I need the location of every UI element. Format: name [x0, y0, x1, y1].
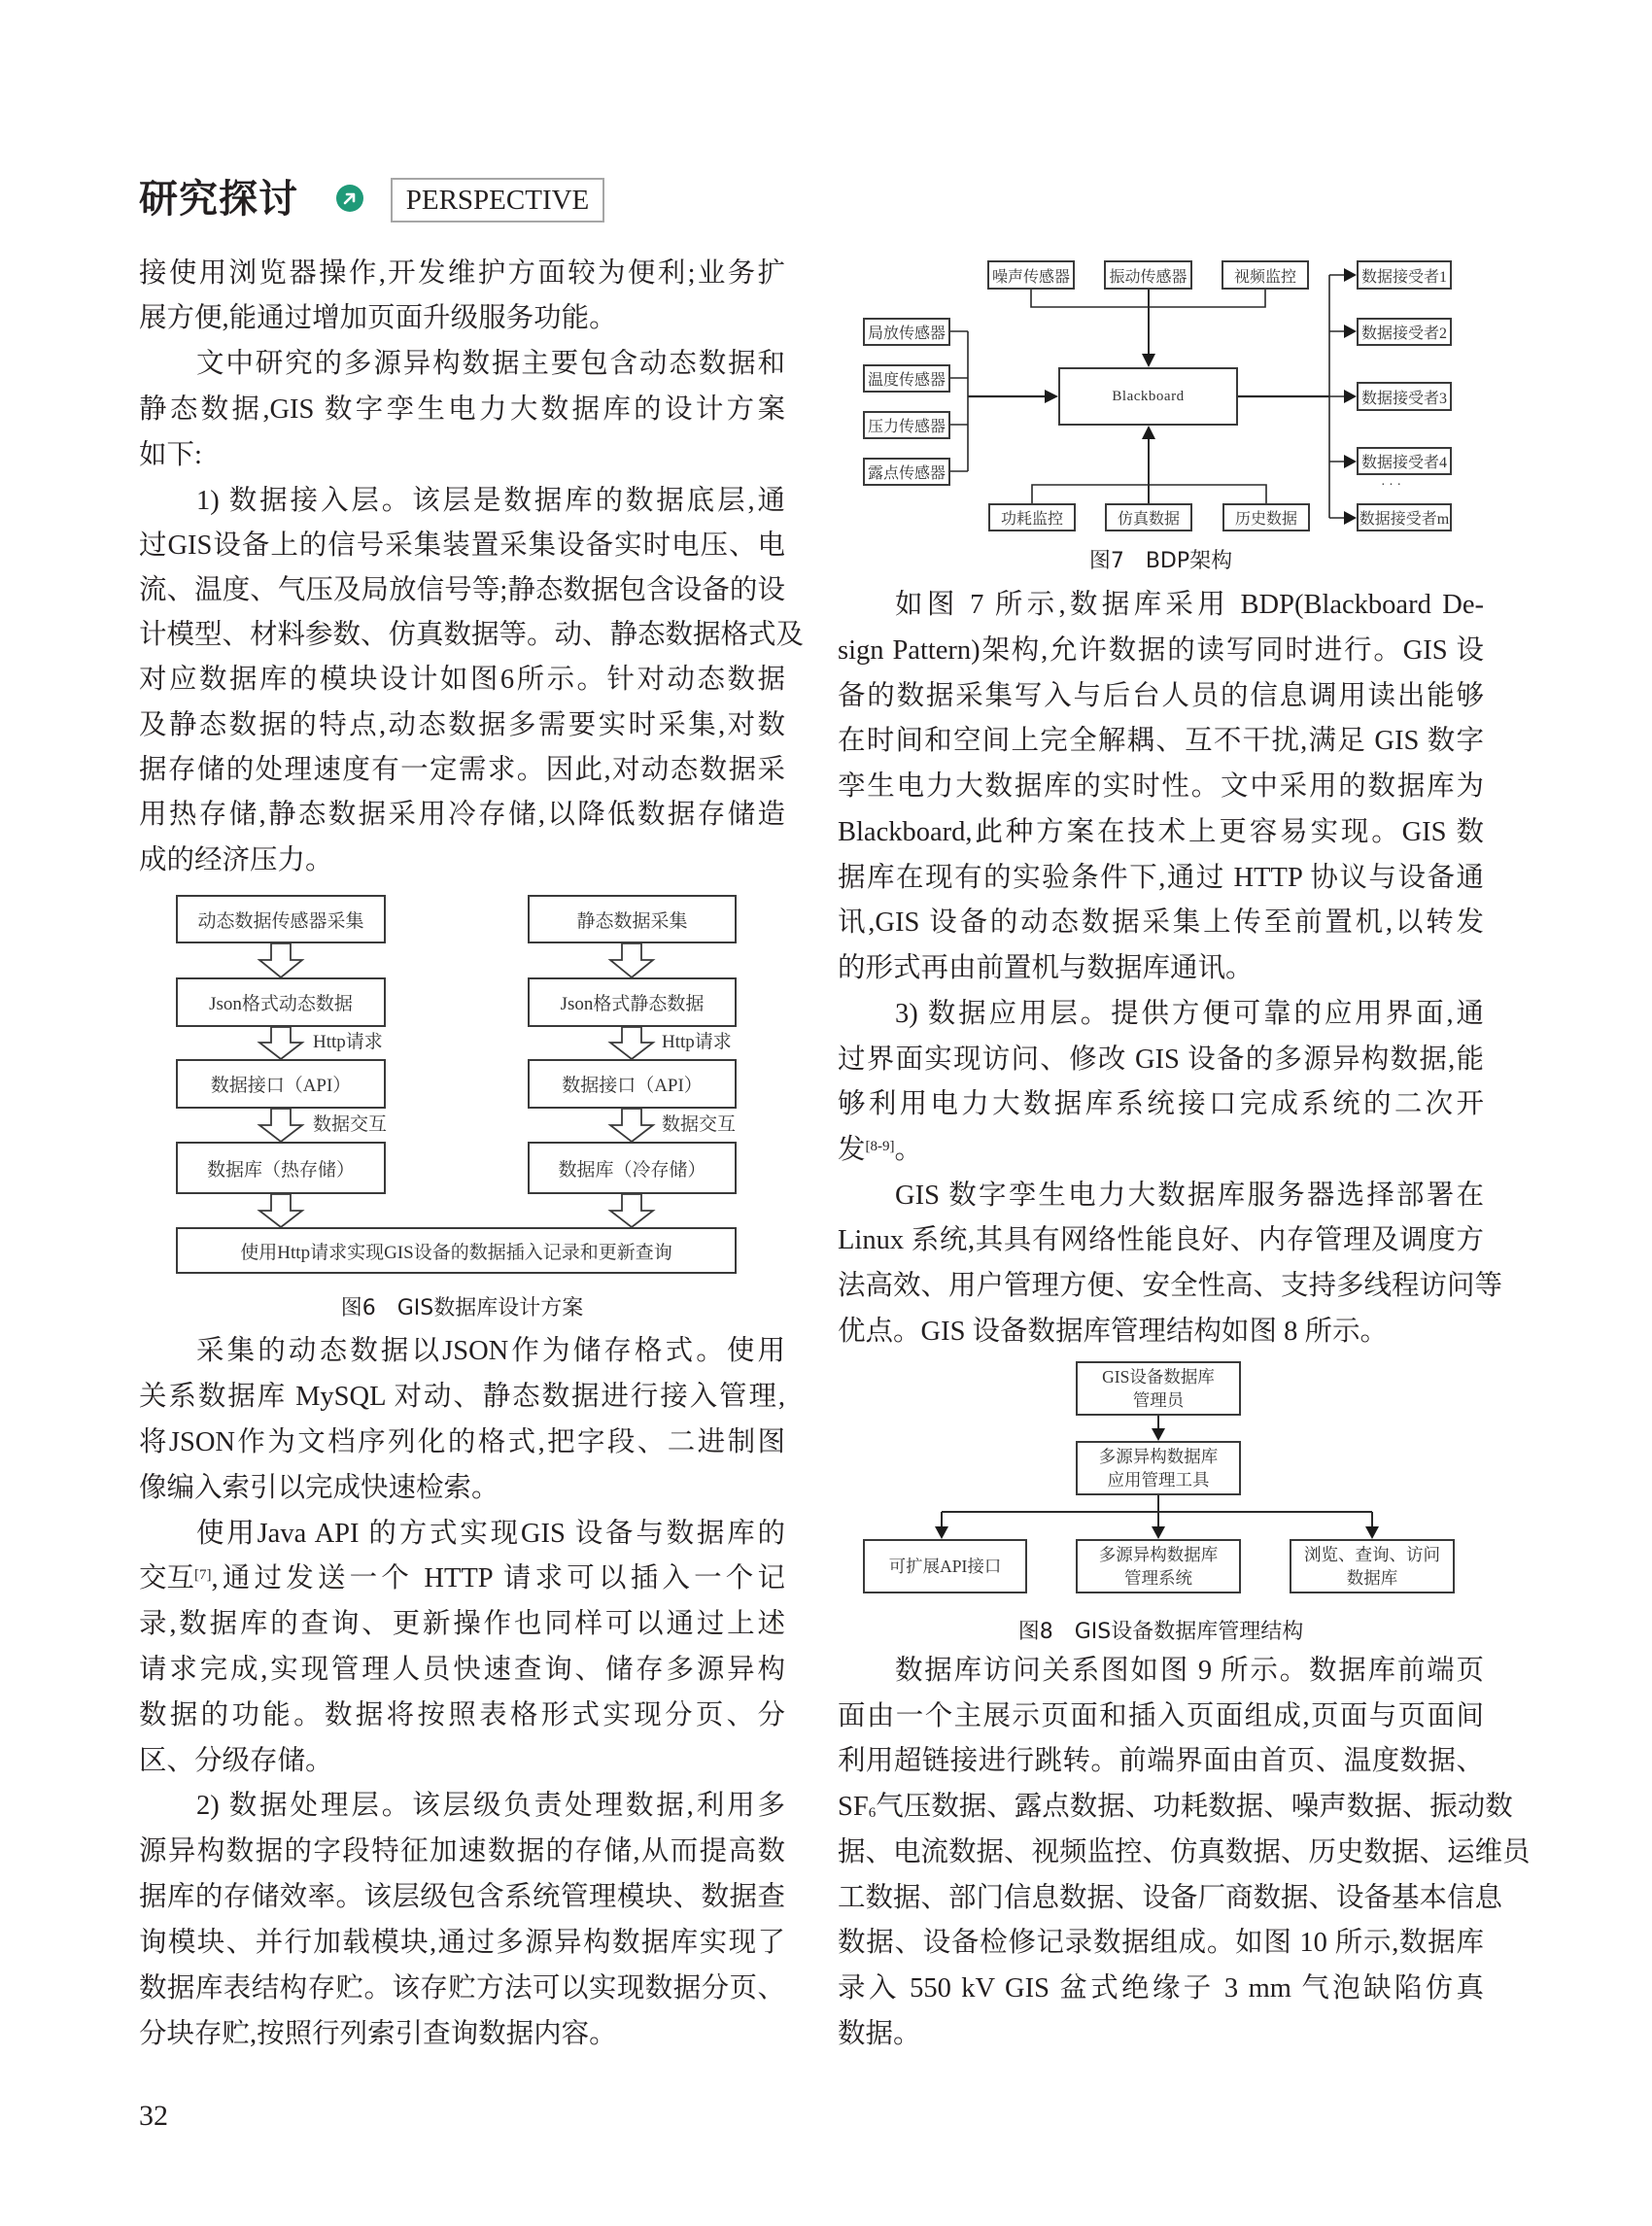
- text-line: 在时间和空间上完全解耦、互不干扰,满足 GIS 数字: [838, 726, 1484, 756]
- text-line: 录,数据库的查询、更新操作也同样可以通过上述: [139, 1609, 785, 1639]
- text-line: 过GIS设备上的信号采集装置采集设备实时电压、电: [139, 531, 785, 561]
- fig7-box-pd-sensor: 局放传感器: [863, 318, 950, 346]
- fig7-box-history-data: 历史数据: [1222, 503, 1310, 531]
- text-line: 将JSON作为文档序列化的格式,把字段、二进制图: [139, 1427, 785, 1457]
- arrow-down-icon: [935, 1526, 948, 1539]
- text-line: 源异构数据的字段特征加速数据的存储,从而提高数: [139, 1836, 785, 1866]
- fig6-box-cold-storage: 数据库（冷存储）: [528, 1142, 737, 1194]
- text-line: 及静态数据的特点,动态数据多需要实时采集,对数: [139, 710, 785, 740]
- text-line: 成的经济压力。: [139, 845, 333, 875]
- text-line: 像编入索引以完成快速检索。: [139, 1473, 499, 1503]
- fig6-box-hot-storage: 数据库（热存储）: [176, 1142, 386, 1194]
- fig8-box-line: 应用管理工具: [1107, 1470, 1210, 1490]
- fig7-box-power-monitor: 功耗监控: [988, 503, 1076, 531]
- text-fragment: 发: [838, 1135, 866, 1165]
- text-line: 询模块、并行加载模块,通过多源异构数据库实现了: [139, 1928, 785, 1958]
- text-line: 数据的功能。数据将按照表格形式实现分页、分: [139, 1700, 785, 1730]
- text-line: 据库在现有的实验条件下,通过 HTTP 协议与设备通: [838, 863, 1484, 893]
- fig8-box-line: 多源异构数据库: [1098, 1447, 1219, 1466]
- text-line: sign Pattern)架构,允许数据的读写同时进行。GIS 设: [838, 635, 1484, 666]
- text-line: 备的数据采集写入与后台人员的信息调用读出能够: [838, 681, 1484, 711]
- arrow-down-icon: [1152, 1526, 1165, 1539]
- text-line: 的形式再由前置机与数据库通讯。: [838, 953, 1254, 983]
- subscript: 6: [868, 1805, 877, 1821]
- text-line: 流、温度、气压及局放信号等;静态数据包含设备的设: [139, 575, 785, 605]
- text-line: 面由一个主展示页面和插入页面组成,页面与页面间: [838, 1701, 1484, 1731]
- text-fragment: 交互: [139, 1563, 195, 1593]
- page-number: 32: [139, 2100, 168, 2132]
- figure-6-caption: 图6 GIS数据库设计方案: [340, 1296, 584, 1320]
- fig7-box-noise-sensor: 噪声传感器: [987, 260, 1075, 290]
- fig7-blackboard: Blackboard: [1058, 367, 1238, 426]
- text-line: 请求完成,实现管理人员快速查询、储存多源异构: [139, 1655, 785, 1685]
- text-line: 数据。: [838, 2019, 921, 2049]
- text-line: 如图 7 所示,数据库采用 BDP(Blackboard De-: [895, 590, 1484, 620]
- arrow-down-icon: [1365, 1526, 1379, 1539]
- text-line: 分块存贮,按照行列索引查询数据内容。: [139, 2019, 617, 2049]
- text-line: 数据库访问关系图如图 9 所示。数据库前端页: [895, 1656, 1484, 1686]
- text-line: 孪生电力大数据库的实时性。文中采用的数据库为: [838, 771, 1484, 802]
- text-line: 过界面实现访问、修改 GIS 设备的多源异构数据,能: [838, 1045, 1484, 1075]
- text-line: 区、分级存储。: [139, 1746, 333, 1776]
- text-line: 法高效、用户管理方便、安全性高、支持多线程访问等: [838, 1271, 1503, 1301]
- text-line: 用热存储,静态数据采用冷存储,以降低数据存储造: [139, 800, 785, 830]
- figure-7-caption: 图7 BDP架构: [1088, 549, 1233, 573]
- fig8-box-browse-query: [1290, 1539, 1455, 1593]
- text-line: 据存储的处理速度有一定需求。因此,对动态数据采: [139, 755, 785, 785]
- text-line: 据、电流数据、视频监控、仿真数据、历史数据、运维员: [838, 1837, 1531, 1867]
- fig8-box-line: 可扩展API接口: [888, 1557, 1002, 1576]
- text-fragment: SF: [838, 1792, 869, 1822]
- fig8-box-line: 管理员: [1132, 1390, 1185, 1410]
- text-line: 采集的动态数据以JSON作为储存格式。使用: [196, 1336, 785, 1366]
- fig7-box-receiver-3: 数据接受者3: [1357, 382, 1452, 411]
- fig7-ellipsis: · · ·: [1381, 478, 1401, 493]
- figure-8-caption: 图8 GIS设备数据库管理结构: [1017, 1620, 1304, 1644]
- fig7-box-receiver-4: 数据接受者4: [1357, 447, 1452, 475]
- text-line: 计模型、材料参数、仿真数据等。动、静态数据格式及: [139, 620, 805, 650]
- fig8-box-mgmt-system: [1076, 1539, 1241, 1593]
- text-line: 1) 数据接入层。该层是数据库的数据底层,通: [196, 486, 785, 516]
- text-line: 使用Java API 的方式实现GIS 设备与数据库的: [196, 1519, 785, 1549]
- text-line: Blackboard,此种方案在技术上更容易实现。GIS 数: [838, 817, 1484, 847]
- fig6-box-dynamic-json: Json格式动态数据: [176, 977, 386, 1027]
- fig8-box-line: GIS设备数据库: [1102, 1367, 1215, 1387]
- fig8-box-api: [863, 1539, 1027, 1593]
- text-line: 讯,GIS 设备的动态数据采集上传至前置机,以转发: [838, 908, 1484, 938]
- fig6-box-dynamic-api: 数据接口（API）: [176, 1059, 386, 1109]
- text-fragment: ,通过发送一个 HTTP 请求可以插入一个记: [211, 1563, 785, 1593]
- fig6-box-static-collect: 静态数据采集: [528, 895, 737, 943]
- fig6-label-exchange: 数据交互: [313, 1114, 388, 1135]
- text-line: [838, 1791, 1513, 1824]
- fig6-label-http: Http请求: [313, 1032, 383, 1052]
- fig8-box-line: 多源异构数据库: [1098, 1545, 1219, 1564]
- fig6-box-dynamic-collect: 动态数据传感器采集: [176, 895, 386, 943]
- fig7-box-simulation-data: 仿真数据: [1105, 503, 1192, 531]
- text-line: 优点。GIS 设备数据库管理结构如图 8 所示。: [838, 1317, 1389, 1347]
- section-tag: PERSPECTIVE: [391, 178, 604, 223]
- text-line: 文中研究的多源异构数据主要包含动态数据和: [196, 349, 785, 379]
- fig6-box-static-json: Json格式静态数据: [528, 977, 737, 1027]
- fig6-label-http: Http请求: [662, 1032, 732, 1052]
- fig8-box-line: 浏览、查询、访问: [1304, 1545, 1440, 1564]
- text-line: 2) 数据处理层。该层级负责处理数据,利用多: [196, 1791, 785, 1821]
- text-line: Linux 系统,其具有网络性能良好、内存管理及调度方: [838, 1225, 1484, 1255]
- text-line: 如下:: [139, 440, 202, 470]
- text-line: 静态数据,GIS 数字孪生电力大数据库的设计方案: [139, 394, 785, 425]
- text-line: 关系数据库 MySQL 对动、静态数据进行接入管理,: [139, 1382, 785, 1412]
- fig7-box-pressure-sensor: 压力传感器: [863, 411, 950, 439]
- text-line: GIS 数字孪生电力大数据库服务器选择部署在: [895, 1181, 1484, 1211]
- fig7-box-vibration-sensor: 振动传感器: [1104, 260, 1192, 290]
- fig7-box-temperature-sensor: 温度传感器: [863, 364, 950, 393]
- fig6-box-http-insert-query: 使用Http请求实现GIS设备的数据插入记录和更新查询: [176, 1227, 737, 1274]
- text-line: 3) 数据应用层。提供方便可靠的应用界面,通: [895, 999, 1484, 1029]
- text-line: 对应数据库的模块设计如图6所示。针对动态数据: [139, 665, 785, 695]
- fig7-box-receiver-1: 数据接受者1: [1357, 260, 1452, 290]
- fig7-box-receiver-m: 数据接受者m: [1357, 503, 1452, 531]
- text-line: 接使用浏览器操作,开发维护方面较为便利;业务扩: [139, 258, 785, 289]
- text-line: 展方便,能通过增加页面升级服务功能。: [139, 303, 617, 333]
- fig7-box-receiver-2: 数据接受者2: [1357, 318, 1452, 346]
- text-line: 数据、设备检修记录数据组成。如图 10 所示,数据库: [838, 1928, 1484, 1958]
- text-line: 利用超链接进行跳转。前端界面由首页、温度数据、: [838, 1746, 1484, 1776]
- text-fragment: 气压数据、露点数据、功耗数据、噪声数据、振动数: [876, 1792, 1513, 1822]
- citation-ref[interactable]: [8-9]: [865, 1139, 895, 1154]
- text-line: 够利用电力大数据库系统接口完成系统的二次开: [838, 1089, 1484, 1119]
- fig8-box-line: 数据库: [1346, 1568, 1398, 1588]
- arrow-down-icon: [1152, 1428, 1165, 1441]
- fig8-box-line: 管理系统: [1124, 1568, 1192, 1588]
- fig6-box-static-api: 数据接口（API）: [528, 1059, 737, 1109]
- text-line: 工数据、部门信息数据、设备厂商数据、设备基本信息: [838, 1883, 1503, 1913]
- text-line: 据库的存储效率。该层级包含系统管理模块、数据查: [139, 1882, 785, 1912]
- fig8-box-app-mgmt-tool: [1076, 1441, 1241, 1495]
- text-line: 录入 550 kV GIS 盆式绝缘子 3 mm 气泡缺陷仿真: [838, 1973, 1484, 2003]
- fig7-box-video-monitor: 视频监控: [1222, 260, 1309, 290]
- fig6-label-exchange: 数据交互: [662, 1114, 737, 1135]
- citation-ref[interactable]: [7]: [194, 1567, 212, 1583]
- text-fragment: 。: [894, 1135, 923, 1165]
- fig7-box-dewpoint-sensor: 露点传感器: [863, 458, 950, 486]
- section-title: 研究探讨: [139, 177, 298, 222]
- text-line: 数据库表结构存贮。该存贮方法可以实现数据分页、: [139, 1973, 785, 2003]
- fig8-box-db-admin: [1076, 1361, 1241, 1416]
